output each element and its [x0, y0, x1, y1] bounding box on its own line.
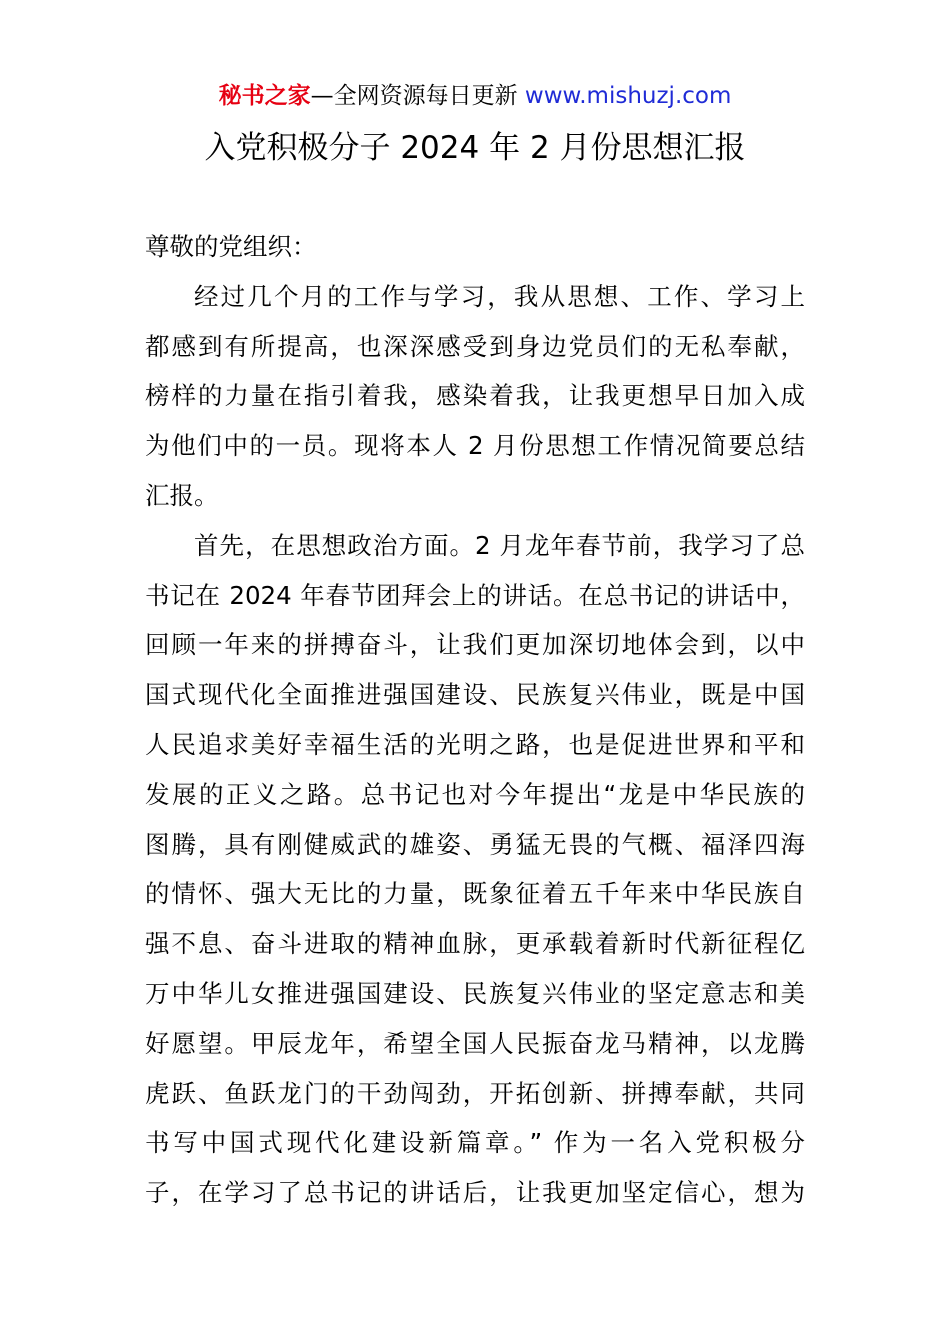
site-slogan: —全网资源每日更新 — [310, 83, 525, 109]
document-title: 入党积极分子 2024 年 2 月份思想汇报 — [204, 130, 746, 166]
paragraph-2-line: 图腾，具有刚健威武的雄姿、勇猛无畏的气概、福泽四海 — [145, 829, 805, 859]
paragraph-2-line: 的情怀、强大无比的力量，既象征着五千年来中华民族自 — [145, 879, 805, 909]
paragraph-2-line: 虎跃、鱼跃龙门的干劲闯劲，开拓创新、拼搏奉献，共同 — [145, 1078, 805, 1108]
paragraph-2-line: 首先，在思想政治方面。2 月龙年春节前，我学习了总 — [194, 530, 805, 560]
paragraph-1-line: 为他们中的一员。现将本人 2 月份思想工作情况简要总结 — [145, 431, 805, 461]
site-header — [0, 80, 950, 112]
paragraph-1-line: 榜样的力量在指引着我，感染着我，让我更想早日加入成 — [145, 381, 805, 411]
site-url-link[interactable]: www.mishuzj.com — [524, 83, 732, 109]
paragraph-2-line: 人民追求美好幸福生活的光明之路，也是促进世界和平和 — [145, 729, 805, 759]
brand-name: 秘书之家 — [218, 83, 311, 109]
paragraph-2-line: 强不息、奋斗进取的精神血脉，更承载着新时代新征程亿 — [145, 929, 805, 959]
document-body — [145, 222, 805, 1218]
salutation: 尊敬的党组织： — [145, 232, 317, 261]
paragraph-2-line: 好愿望。甲辰龙年，希望全国人民振奋龙马精神，以龙腾 — [145, 1028, 805, 1058]
paragraph-1-line: 都感到有所提高，也深深感受到身边党员们的无私奉献， — [145, 331, 805, 361]
paragraph-2-line: 书记在 2024 年春节团拜会上的讲话。在总书记的讲话中， — [145, 580, 805, 610]
paragraph-2-line: 国式现代化全面推进强国建设、民族复兴伟业，既是中国 — [145, 680, 805, 710]
paragraph-2-line: 书写中国式现代化建设新篇章。” 作为一名入党积极分 — [145, 1128, 805, 1158]
paragraph-2-line: 发展的正义之路。总书记也对今年提出“龙是中华民族的 — [145, 779, 805, 809]
paragraph-2-line: 回顾一年来的拼搏奋斗，让我们更加深切地体会到，以中 — [145, 630, 805, 660]
paragraph-2-line: 子，在学习了总书记的讲话后，让我更加坚定信心，想为 — [145, 1178, 805, 1208]
paragraph-1-line: 经过几个月的工作与学习，我从思想、工作、学习上 — [194, 281, 805, 311]
paragraph-1-line: 汇报。 — [145, 480, 219, 510]
paragraph-2-line: 万中华儿女推进强国建设、民族复兴伟业的坚定意志和美 — [145, 978, 805, 1008]
